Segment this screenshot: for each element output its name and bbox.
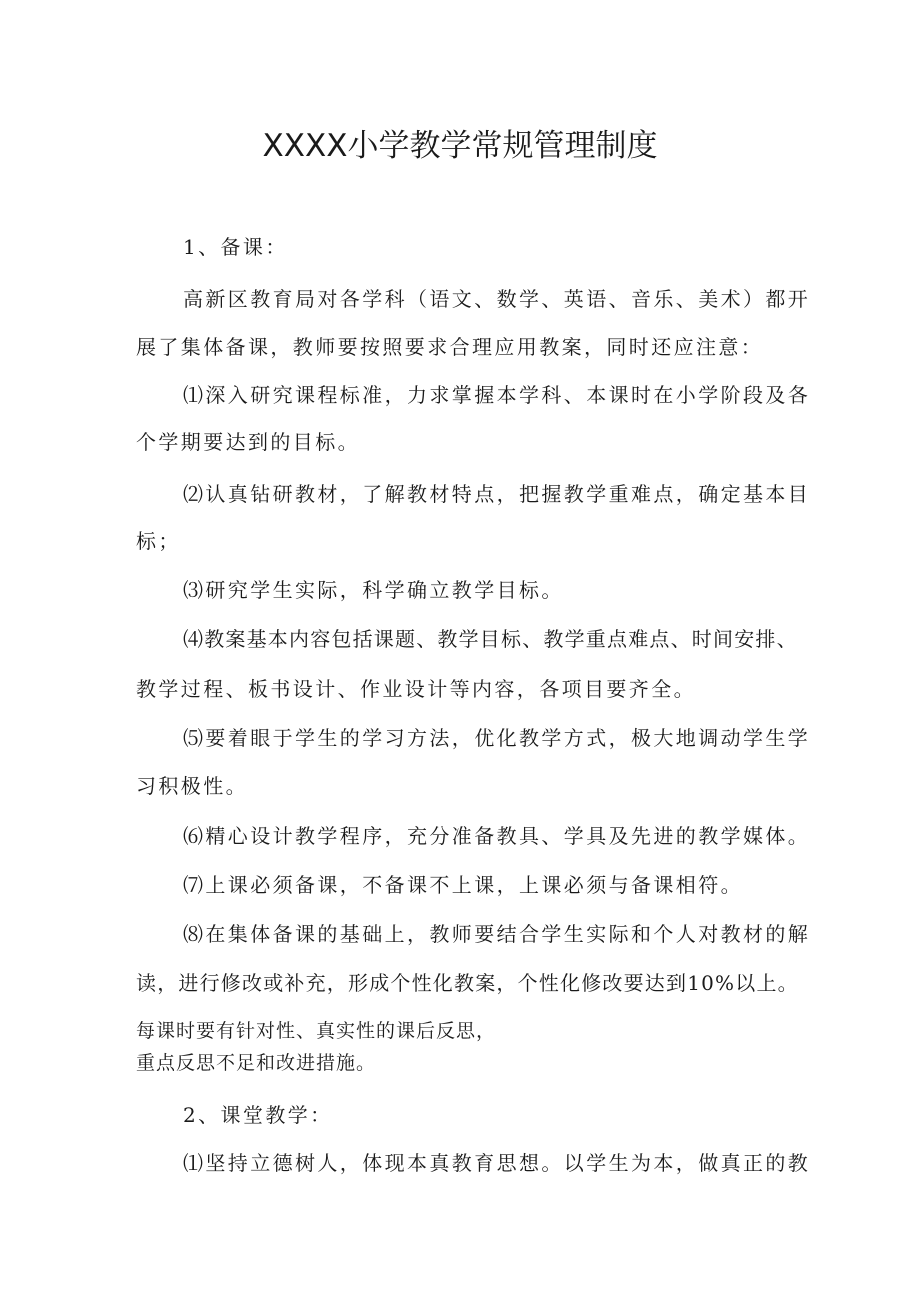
list-item-3-line: ⑶研究学生实际，科学确立教学目标。 [183,578,564,602]
list-item-8-line: 读，进行修改或补充，形成个性化教案，个性化修改要达到10%以上。 [136,971,799,995]
list-item-1-line: ⑴坚持立德树人，体现本真教育思想。以学生为本，做真正的教 [183,1151,811,1175]
list-item-6-line: ⑹精心设计教学程序，充分准备教具、学具及先进的教学媒体。 [183,824,811,848]
paragraph-line: 重点反思不足和改进措施。 [136,1052,377,1074]
paragraph-line: 展了集体备课，教师要按照要求合理应用教案，同时还应注意： [136,335,764,359]
list-item-4-line: 教学过程、板书设计、作业设计等内容，各项目要齐全。 [136,677,696,701]
section-heading-classroom-teaching: 2、课堂教学： [183,1103,333,1127]
list-item-1-line: ⑴深入研究课程标准，力求掌握本学科、本课时在小学阶段及各 [183,383,811,407]
list-item-7-line: ⑺上课必须备课，不备课不上课，上课必须与备课相符。 [183,873,743,897]
document-title: XXXX小学教学常规管理制度 [262,128,658,164]
list-item-4-line: ⑷教案基本内容包括课题、教学目标、教学重点难点、时间安排、 [183,627,798,651]
list-item-2-line: ⑵认真钻研教材，了解教材特点，把握教学重难点，确定基本目 [183,482,811,506]
paragraph-line: 高新区教育局对各学科（语文、数学、英语、音乐、美术）都开 [183,287,811,311]
list-item-5-line: ⑸要着眼于学生的学习方法，优化教学方式，极大地调动学生学 [183,726,811,750]
list-item-1-line: 个学期要达到的目标。 [136,430,360,454]
section-heading-lesson-prep: 1、备课： [183,235,288,259]
list-item-2-line: 标； [136,529,181,553]
list-item-8-line: ⑻在集体备课的基础上，教师要结合学生实际和个人对教材的解 [183,922,811,946]
paragraph-line: 每课时要有针对性、真实性的课后反思， [136,1020,497,1042]
list-item-5-line: 习积极性。 [136,774,248,798]
